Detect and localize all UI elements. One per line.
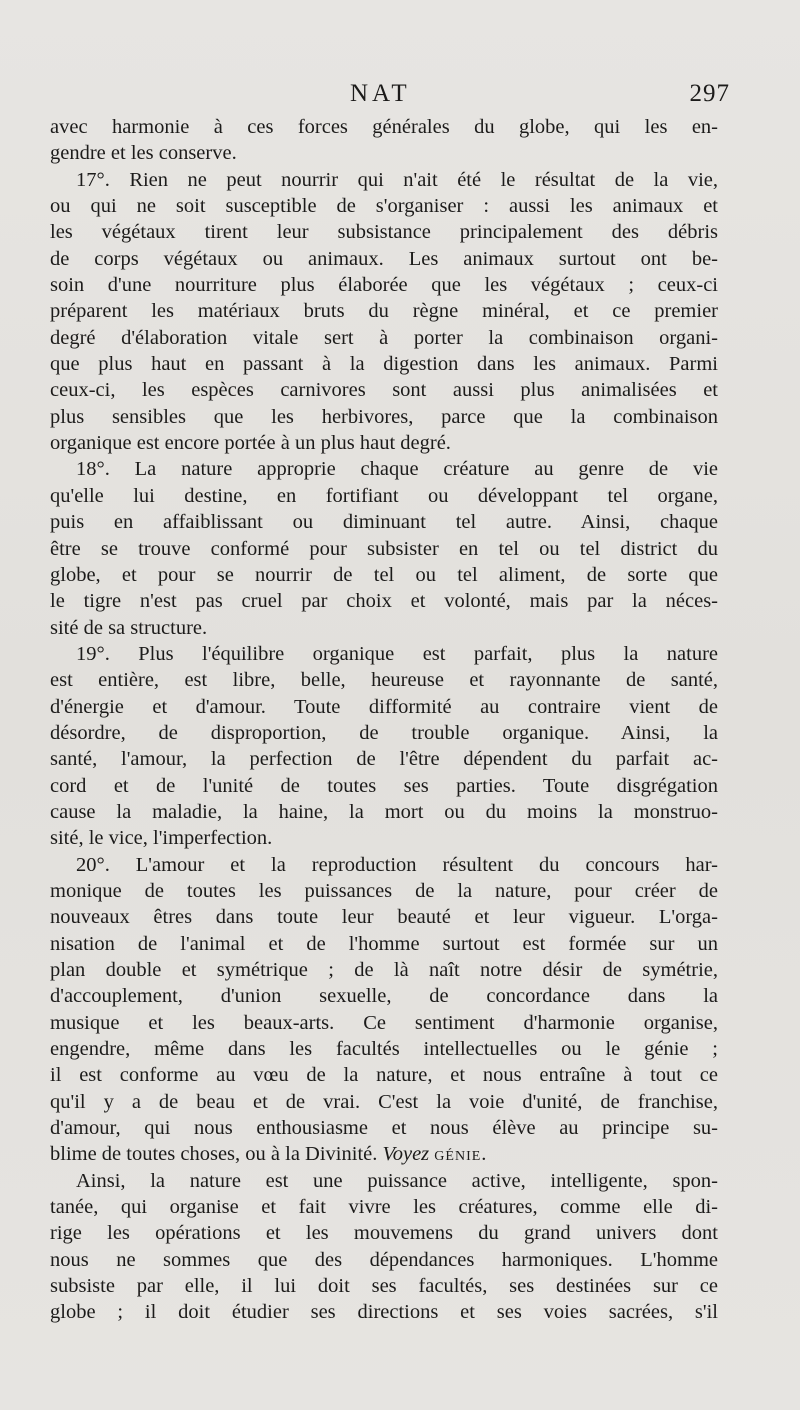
text-line: ou qui ne soit susceptible de s'organiser : aussi les animaux et bbox=[50, 195, 718, 218]
body-text bbox=[50, 114, 718, 1326]
text-line: tanée, qui organise et fait vivre les créatures, comme elle di- bbox=[50, 1196, 718, 1219]
text-line: nouveaux êtres dans toute leur beauté et leur vigueur. L'orga- bbox=[50, 906, 718, 929]
text-line: 18°. La nature approprie chaque créature au genre de vie bbox=[76, 458, 718, 481]
text-line: gendre et les conserve. bbox=[50, 142, 237, 165]
page-number: 297 bbox=[689, 80, 730, 107]
text-line: cause la maladie, la haine, la mort ou du moins la monstruo- bbox=[50, 800, 718, 823]
text-line: désordre, de disproportion, de trouble organique. Ainsi, la bbox=[50, 721, 718, 744]
text-line: sité de sa structure. bbox=[50, 616, 208, 639]
text-line: qu'elle lui destine, en fortifiant ou développant tel organe, bbox=[50, 484, 718, 507]
text-line: plus sensibles que les herbivores, parce que la combinaison bbox=[50, 405, 718, 428]
text-line-with-cross-reference bbox=[50, 1141, 718, 1167]
text-line: puis en affaiblissant ou diminuant tel autre. Ainsi, chaque bbox=[50, 511, 718, 534]
text-line: globe ; il doit étudier ses directions et ses voies sacrées, s'il bbox=[50, 1301, 718, 1324]
text-line: d'accouplement, d'union sexuelle, de concordance dans la bbox=[50, 985, 718, 1008]
text-line: monique de toutes les puissances de la nature, pour créer de bbox=[50, 879, 718, 902]
text-line: sité, le vice, l'imperfection. bbox=[50, 827, 273, 850]
text-line: être se trouve conformé pour subsister en tel ou tel district du bbox=[50, 537, 718, 560]
text-line: est entière, est libre, belle, heureuse et rayonnante de santé, bbox=[50, 669, 718, 692]
text-line: qu'il y a de beau et de vrai. C'est la voie d'unité, de franchise, bbox=[50, 1090, 718, 1113]
text-line: nisation de l'animal et de l'homme surtout est formée sur un bbox=[50, 932, 718, 955]
text-line: plan double et symétrique ; de là naît notre désir de symétrie, bbox=[50, 959, 718, 981]
running-head-title: NAT bbox=[350, 80, 411, 107]
text-line: ceux-ci, les espèces carnivores sont aussi plus animalisées et bbox=[50, 379, 718, 402]
text-line: organique est encore portée à un plus haut degré. bbox=[50, 432, 451, 455]
text-line: avec harmonie à ces forces générales du globe, qui les en- bbox=[50, 116, 718, 138]
text-line: que plus haut en passant à la digestion dans les animaux. Parmi bbox=[50, 353, 718, 376]
text-line: d'amour, qui nous enthousiasme et nous élève au principe su- bbox=[50, 1117, 718, 1140]
text-line: musique et les beaux-arts. Ce sentiment d'harmonie organise, bbox=[50, 1011, 718, 1034]
text-line: les végétaux tirent leur subsistance principalement des débris bbox=[50, 221, 718, 244]
text-line: degré d'élaboration vitale sert à porter la combinaison organi- bbox=[50, 326, 718, 349]
text-line: Ainsi, la nature est une puissance active, intelligente, spon- bbox=[76, 1169, 718, 1192]
text-line: rige les opérations et les mouvemens du grand univers dont bbox=[50, 1222, 718, 1245]
text-line-segment: blime de toutes choses, ou à la Divinité. bbox=[50, 1143, 378, 1166]
text-line: 20°. L'amour et la reproduction résultent du concours har- bbox=[76, 853, 718, 876]
text-line: d'énergie et d'amour. Toute difformité au contraire vient de bbox=[50, 695, 718, 718]
cross-reference-voyez: Voyez bbox=[382, 1143, 430, 1166]
cross-reference-target: génie. bbox=[434, 1143, 488, 1166]
text-line: de corps végétaux ou animaux. Les animaux surtout ont be- bbox=[50, 247, 718, 270]
text-line: cord et de l'unité de toutes ses parties. Toute disgrégation bbox=[50, 774, 718, 797]
text-line: engendre, même dans les facultés intellectuelles ou le génie ; bbox=[50, 1038, 718, 1061]
text-line: 19°. Plus l'équilibre organique est parfait, plus la nature bbox=[76, 642, 718, 665]
text-line: subsiste par elle, il lui doit ses facultés, ses destinées sur ce bbox=[50, 1275, 718, 1298]
text-line: santé, l'amour, la perfection de l'être dépendent du parfait ac- bbox=[50, 748, 718, 771]
running-head bbox=[0, 80, 800, 110]
text-line: globe, et pour se nourrir de tel ou tel aliment, de sorte que bbox=[50, 563, 718, 586]
text-line: 17°. Rien ne peut nourrir qui n'ait été le résultat de la vie, bbox=[76, 168, 718, 191]
text-line: préparent les matériaux bruts du règne minéral, et ce premier bbox=[50, 300, 718, 323]
text-line: nous ne sommes que des dépendances harmoniques. L'homme bbox=[50, 1248, 718, 1271]
text-line: soin d'une nourriture plus élaborée que les végétaux ; ceux-ci bbox=[50, 274, 718, 297]
text-line: il est conforme au vœu de la nature, et nous entraîne à tout ce bbox=[50, 1064, 718, 1087]
text-line: le tigre n'est pas cruel par choix et volonté, mais par la néces- bbox=[50, 590, 718, 613]
